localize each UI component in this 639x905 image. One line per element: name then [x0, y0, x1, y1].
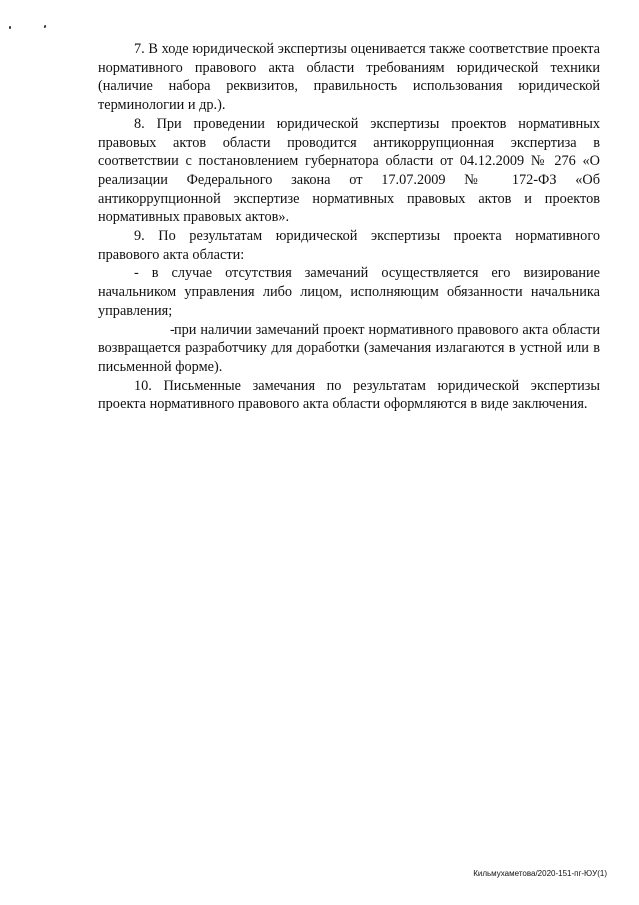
list-item-text: при наличии замечаний проект нормативного правового акта области возвращается разработчику для доработки (замечания излагаются в устной или в письменной форме). — [98, 321, 600, 375]
list-item-no-remarks: - в случае отсутствия замечаний осуществляется его визирование начальником управления либо лицом, исполняющим обязанности начальника управления; — [98, 265, 600, 319]
paragraph-9: 9. По результатам юридической экспертизы проекта нормативного правового акта области: — [98, 228, 600, 263]
list-item-with-remarks — [98, 321, 600, 377]
paragraph-7: 7. В ходе юридической экспертизы оценивается также соответствие проекта нормативного правового акта области требованиям юридической техники (наличие набора реквизитов, правильность использования юридической терминологии и др.). — [98, 41, 600, 114]
paragraph-8: 8. При проведении юридической экспертизы проектов нормативных правовых актов области проводится антикоррупционная экспертиза в соответствии с постановлением губернатора области от 04.12.2009 № 276 «О реализации Федерального закона от 17.07.2009 № 172-ФЗ «Об антикоррупционной экспертизе нормативных правовых актов и проектов нормативных правовых актов». — [98, 115, 600, 226]
scan-speck — [9, 26, 11, 29]
footer-reference: Кильмухаметова/2020-151-пг-ЮУ(1) — [473, 869, 607, 878]
list-dash: - — [170, 321, 175, 338]
document-body — [98, 40, 600, 414]
paragraph-10: 10. Письменные замечания по результатам юридической экспертизы проекта нормативного правового акта области оформляются в виде заключения. — [98, 377, 600, 413]
scan-speck — [44, 25, 47, 29]
